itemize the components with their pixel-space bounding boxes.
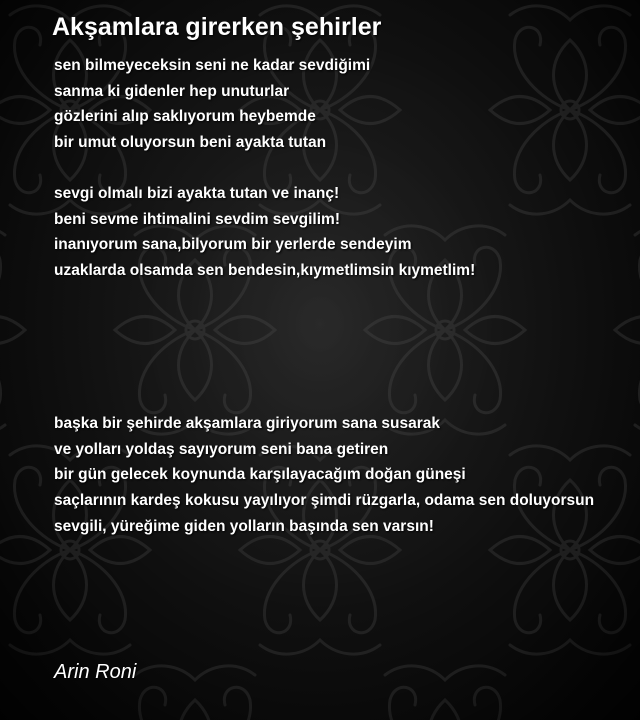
stanza-1 (54, 53, 370, 156)
poem-line: sen bilmeyeceksin seni ne kadar sevdiğimi (54, 57, 371, 74)
stanza-3 (54, 411, 594, 540)
poem-line: uzaklarda olsamda sen bendesin,kıymetlimsin kıymetlim! (54, 262, 476, 280)
poem-author: Arin Roni (54, 661, 137, 683)
poem-line: başka bir şehirde akşamlara giriyorum sana susarak (54, 415, 440, 432)
poem-title: Akşamlara girerken şehirler (52, 13, 382, 41)
poem-line: saçlarının kardeş kokusu yayılıyor şimdi rüzgarla, odama sen doluyorsun (54, 492, 595, 510)
poem-line: ve yolları yoldaş sayıyorum seni bana getiren (54, 440, 389, 458)
poem-line: inanıyorum sana,bilyorum bir yerlerde sendeyim (54, 236, 412, 254)
poem-line: sevgili, yüreğime giden yolların başında sen varsın! (54, 517, 434, 535)
stanza-2 (54, 181, 475, 284)
poem-line: gözlerini alıp saklıyorum heybemde (54, 108, 316, 126)
poem-line: beni sevme ihtimalini sevdim sevgilim! (54, 210, 340, 228)
poem-line: sevgi olmalı bizi ayakta tutan ve inanç! (54, 185, 340, 202)
poem-line: bir umut oluyorsun beni ayakta tutan (54, 134, 327, 152)
poem-line: bir gün gelecek koynunda karşılayacağım doğan güneşi (54, 466, 466, 484)
poem-line: sanma ki gidenler hep unuturlar (54, 82, 290, 100)
